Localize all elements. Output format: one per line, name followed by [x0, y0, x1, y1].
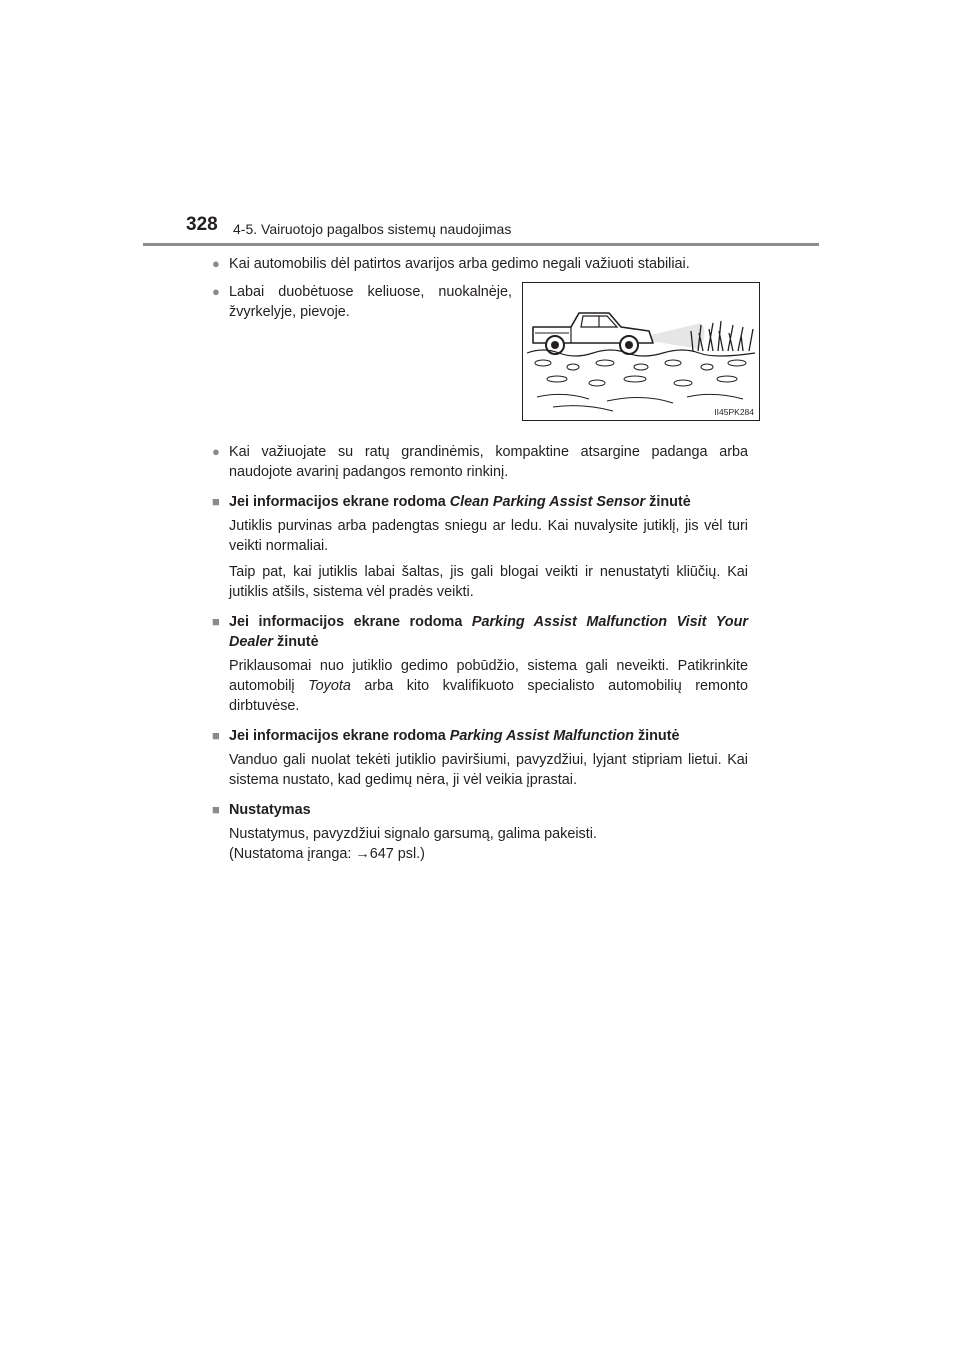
- header-divider: [143, 243, 819, 246]
- paragraph-text: arba kito kvalifikuoto specialisto automobilių remonto dirbtuvėse.: [229, 678, 749, 714]
- paragraph: Nustatymus, pavyzdžiui signalo garsumą, galima pakeisti.: [229, 826, 597, 842]
- page-number: 328: [186, 214, 218, 235]
- heading-text: Jei informacijos ekrane rodoma: [229, 728, 446, 744]
- square-bullet-icon: ■: [212, 728, 220, 743]
- list-item: [212, 254, 748, 274]
- section-heading-settings: [212, 800, 748, 820]
- heading-text: Jei informacijos ekrane rodoma: [229, 494, 446, 510]
- bullet-icon: ●: [212, 256, 220, 271]
- heading-suffix: žinutė: [277, 634, 319, 650]
- bullet-icon: ●: [212, 284, 220, 299]
- paragraph: Vanduo gali nuolat tekėti jutiklio paviršiumi, pavyzdžiui, lyjant stipriam lietui. Kai sistema nustato, kad gedimų nėra, ji vėl veikia įprastai.: [229, 752, 748, 788]
- page-reference: (Nustatoma įranga: →647 psl.): [229, 846, 425, 862]
- heading-suffix: žinutė: [637, 728, 680, 744]
- section-heading-malfunction: [212, 726, 748, 746]
- figure-id: II45PK284: [714, 407, 754, 417]
- heading-text: Jei informacijos ekrane rodoma: [229, 614, 463, 630]
- paragraph: Taip pat, kai jutiklis labai šaltas, jis gali blogai veikti ir nenustatyti kliūčių. Kai jutiklis atšils, sistema vėl pradės veikti.: [229, 564, 748, 600]
- list-item-text: Kai automobilis dėl patirtos avarijos arba gedimo negali važiuoti stabiliai.: [229, 256, 690, 272]
- brand-name: Toyota: [308, 678, 351, 694]
- heading-suffix: žinutė: [649, 494, 691, 510]
- section-title: 4-5. Vairuotojo pagalbos sistemų naudojimas: [233, 221, 512, 237]
- page-content: [212, 254, 748, 864]
- heading-message: Parking Assist Malfunction: [449, 728, 634, 744]
- bullet-icon: ●: [212, 444, 220, 459]
- section-heading-clean-sensor: [212, 492, 748, 512]
- square-bullet-icon: ■: [212, 494, 220, 509]
- heading-message: Parking Assist Malfunction Visit Your Dealer: [229, 614, 748, 650]
- list-item-text: Kai važiuojate su ratų grandinėmis, kompaktine atsargine padanga arba naudojote avarinį padangos remonto rinkinį.: [229, 444, 748, 480]
- paragraph: Jutiklis purvinas arba padengtas sniegu ar ledu. Kai nuvalysite jutiklį, jis vėl turi veikti normaliai.: [229, 518, 748, 554]
- list-item: [212, 442, 748, 482]
- heading-text: Nustatymas: [229, 802, 311, 818]
- square-bullet-icon: ■: [212, 802, 220, 817]
- paragraph: [212, 656, 748, 716]
- square-bullet-icon: ■: [212, 614, 220, 629]
- heading-message: Clean Parking Assist Sensor: [449, 494, 646, 510]
- paragraph-text: Priklausomai nuo jutiklio gedimo pobūdžio, sistema gali neveikti. Patikrinkite automobilį: [229, 658, 748, 694]
- section-heading-visit-dealer: [212, 612, 748, 652]
- list-item-text: Labai duobėtuose keliuose, nuokalnėje, žvyrkelyje, pievoje.: [229, 284, 512, 320]
- list-item: [212, 282, 512, 432]
